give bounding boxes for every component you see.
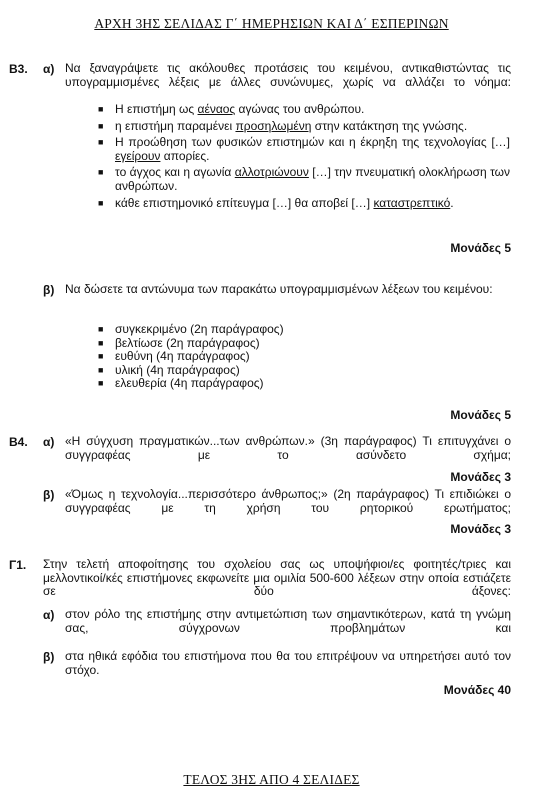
subquestion-label-b4a: α) — [43, 435, 55, 449]
bullet-icon: ■ — [98, 120, 104, 131]
bullet-icon: ■ — [98, 197, 104, 208]
page-header: ΑΡΧΗ 3ΗΣ ΣΕΛΙΔΑΣ Γ΄ ΗΜΕΡΗΣΙΩΝ ΚΑΙ Δ΄ ΕΣΠΕΡΙΝΩΝ — [94, 16, 449, 31]
b4a-marks: Μονάδες 3 — [450, 470, 511, 484]
subquestion-label-g1a: α) — [43, 608, 55, 622]
list-item: ■ Η προώθηση των φυσικών επιστημών και η έκρηξη της τεχνολογίας […] εγείρουν απορίες. — [98, 135, 510, 163]
underlined-word: αλλοτριώνουν — [234, 165, 309, 180]
b4a-question: «Η σύγχυση πραγματικών...των ανθρώπων.» (3η παράγραφος) Τι επιτυγχάνει ο συγγραφέας με το ασύνδετο σχήμα; — [65, 434, 511, 462]
bullet-icon: ■ — [98, 324, 104, 334]
underlined-word: προσηλωμένη — [235, 118, 312, 133]
b3b-word-list — [98, 323, 510, 391]
b3a-marks: Μονάδες 5 — [450, 241, 511, 255]
subquestion-label-g1b: β) — [43, 650, 55, 664]
b3b-instructions: Να δώσετε τα αντώνυμα των παρακάτω υπογραμμισμένων λέξεων του κειμένου: — [65, 282, 493, 296]
list-item: ■ ευθύνη (4η παράγραφος) — [98, 349, 250, 364]
g1-marks: Μονάδες 40 — [443, 683, 511, 697]
b3b-marks: Μονάδες 5 — [450, 408, 511, 422]
subquestion-label-b4b: β) — [43, 488, 55, 502]
page-footer: ΤΕΛΟΣ 3ΗΣ ΑΠΟ 4 ΣΕΛΙΔΕΣ — [183, 772, 360, 787]
bullet-icon: ■ — [98, 378, 104, 389]
bullet-icon: ■ — [98, 337, 104, 348]
list-item: ■ η επιστήμη παραμένει προσηλωμένη στην κατάκτηση της γνώσης. — [98, 118, 468, 133]
subquestion-label-b3a: α) — [43, 62, 55, 76]
subquestion-label-b3b: β) — [43, 283, 55, 297]
g1b-axis: στα ηθικά εφόδια του επιστήμονα που θα του επιτρέψουν να υπηρετήσει αυτό τον στόχο. — [65, 649, 511, 677]
b3a-instructions: Να ξαναγράψετε τις ακόλουθες προτάσεις του κειμένου, αντικαθιστώντας τις υπογραμμισμένες λέξεις με άλλες συνώνυμες, χωρίς να αλλάζει το νόημα: — [65, 61, 511, 89]
bullet-icon: ■ — [98, 137, 104, 148]
g1a-axis: στον ρόλο της επιστήμης στην αντιμετώπιση των σημαντικότερων, κατά τη γνώμη σας, σύγχρονων προβλημάτων και — [65, 607, 511, 635]
bullet-icon: ■ — [98, 364, 104, 375]
list-item: ■ Η επιστήμη ως αέναος αγώνας του ανθρώπου. — [98, 102, 365, 116]
bullet-icon: ■ — [98, 351, 104, 362]
list-item: ■ συγκεκριμένο (2η παράγραφος) — [98, 322, 284, 336]
b3a-sentence-list — [98, 103, 510, 213]
list-item: ■ βελτίωσε (2η παράγραφος) — [98, 335, 260, 350]
b4b-marks: Μονάδες 3 — [450, 522, 511, 536]
list-item: ■ υλική (4η παράγραφος) — [98, 362, 240, 377]
bullet-icon: ■ — [98, 104, 104, 114]
list-item: ■ κάθε επιστημονικό επίτευγμα […] θα αποβεί […] καταστρεπτικό. — [98, 195, 454, 210]
list-item: ■ ελευθερία (4η παράγραφος) — [98, 376, 264, 391]
underlined-word: εγείρουν — [115, 148, 161, 163]
question-label-g1: Γ1. — [9, 558, 27, 572]
list-item: ■ το άγχος και η αγωνία αλλοτριώνουν […] την πνευματική ολοκλήρωση των ανθρώπων. — [98, 165, 511, 193]
question-label-b4: Β4. — [9, 435, 28, 449]
underlined-word: καταστρεπτικό — [373, 195, 451, 210]
question-label-b3: Β3. — [9, 62, 28, 76]
g1-introduction: Στην τελετή αποφοίτησης του σχολείου σας ως υποψήφιοι/ες φοιτητές/τριες και μελλοντικοί/κές επιστήμονες εκφωνείτε μια ομιλία 500-600 λέξεων στην οποία εστιάζετε σε δύο άξονες: — [43, 557, 511, 599]
bullet-icon: ■ — [98, 167, 104, 178]
underlined-word: αέναος — [197, 102, 236, 116]
b4b-question: «Όμως η τεχνολογία...περισσότερο άνθρωπος;» (2η παράγραφος) Τι επιδιώκει ο συγγραφέας με τη χρήση του ρητορικού ερωτήματος; — [65, 487, 511, 515]
